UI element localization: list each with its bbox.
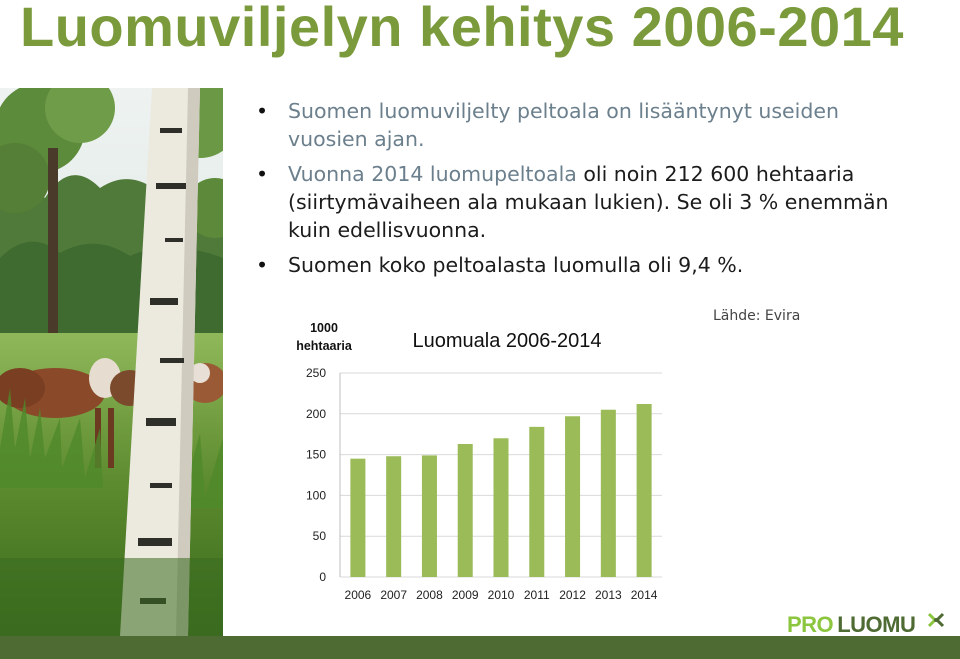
- bullet-text-lead: Vuonna 2014 luomupeltoala: [288, 162, 577, 186]
- pro-luomu-logo: [787, 608, 947, 636]
- bar: [458, 444, 473, 577]
- bullet-text-rest: oli noin 212 600 hehtaaria (siirtymävaiheen ala mukaan lukien). Se oli 3 % enemmän kuin edellisvuonna.: [288, 162, 889, 242]
- x-tick-label: 2014: [630, 588, 658, 602]
- y-tick-label: 100: [305, 488, 326, 503]
- x-tick-label: 2010: [487, 588, 515, 602]
- bar: [601, 410, 616, 577]
- y-tick-label: 200: [305, 406, 326, 421]
- bar: [422, 455, 437, 577]
- bullet-text: Suomen luomuviljelty peltoala on lisääntynyt useiden vuosien ajan.: [288, 99, 839, 151]
- y-tick-label: 50: [312, 529, 326, 544]
- bar: [529, 427, 544, 577]
- bar: [350, 459, 365, 577]
- x-tick-label: 2009: [451, 588, 479, 602]
- footer-bar: [0, 636, 960, 659]
- x-tick-label: 2013: [594, 588, 622, 602]
- x-tick-label: 2008: [416, 588, 443, 602]
- svg-text:PROLUOMU: [787, 612, 915, 636]
- y-tick-label: 250: [305, 366, 326, 380]
- logo-part-pro: PRO: [787, 612, 834, 636]
- y-tick-label: 0: [319, 570, 326, 584]
- bar: [637, 404, 652, 577]
- bar: [565, 416, 580, 577]
- x-tick-label: 2011: [523, 588, 550, 602]
- x-tick-label: 2012: [559, 588, 586, 602]
- x-tick-label: 2006: [344, 588, 372, 602]
- y-axis-label-line1: 1000: [310, 321, 338, 335]
- leaf-cross-icon: [929, 614, 943, 626]
- source-note: Lähde: Evira: [713, 308, 801, 324]
- bullet-text: Suomen koko peltoalasta luomulla oli 9,4 %.: [288, 253, 744, 277]
- slide-title: Luomuviljelyn kehitys 2006-2014: [20, 0, 904, 58]
- y-tick-label: 150: [305, 447, 326, 462]
- bar: [386, 456, 401, 577]
- bar: [493, 438, 508, 577]
- logo-part-luomu: LUOMU: [837, 612, 916, 636]
- y-axis-label-line2: hehtaaria: [296, 339, 352, 353]
- x-tick-label: 2007: [380, 588, 408, 602]
- chart-title: Luomuala 2006-2014: [412, 330, 602, 352]
